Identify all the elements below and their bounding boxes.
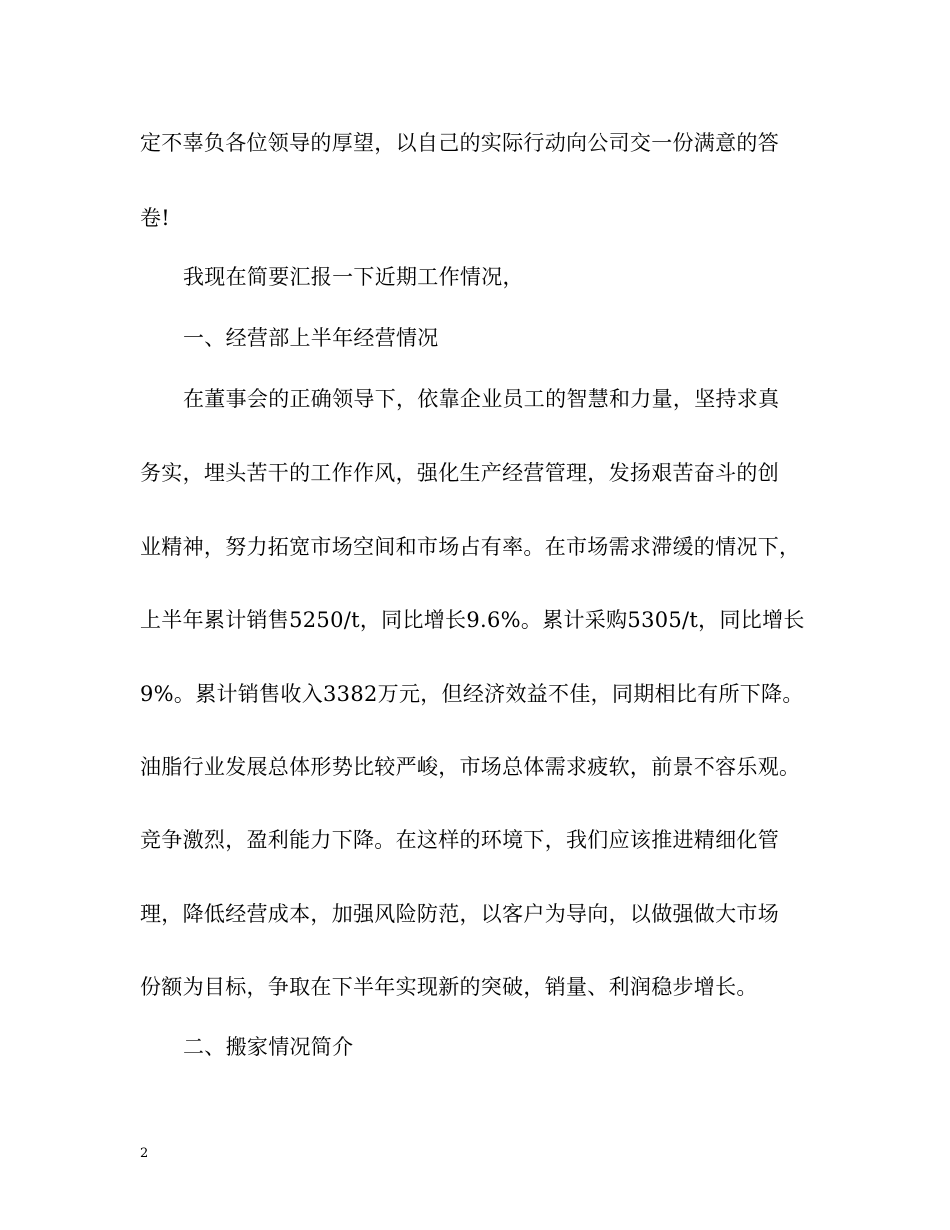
body-text-line: 油脂行业发展总体形势比较严峻，市场总体需求疲软，前景不容乐观。: [140, 755, 801, 779]
body-text-line: 在董事会的正确领导下，依靠企业员工的智慧和力量，坚持求真: [183, 387, 780, 411]
body-text-line: 我现在简要汇报一下近期工作情况，: [183, 265, 524, 289]
body-text-line: 定不辜负各位领导的厚望，以自己的实际行动向公司交一份满意的答: [140, 131, 779, 155]
body-text-line: 份额为目标，争取在下半年实现新的突破，销量、利润稳步增长。: [140, 975, 758, 999]
section-heading: 二、搬家情况简介: [183, 1035, 354, 1059]
section-heading: 一、经营部上半年经营情况: [183, 326, 439, 350]
body-text-line: 9%。累计销售收入3382万元，但经济效益不佳，同期相比有所下降。: [140, 682, 804, 706]
body-text-line: 务实，埋头苦干的工作作风，强化生产经营管理，发扬艰苦奋斗的创: [140, 461, 779, 485]
body-text-line: 卷!: [140, 206, 171, 230]
body-text-line: 上半年累计销售5250/t，同比增长9.6%。累计采购5305/t，同比增长: [140, 608, 805, 632]
body-text-line: 竞争激烈，盈利能力下降。在这样的环境下，我们应该推进精细化管: [140, 828, 779, 852]
page-number: 2: [140, 1146, 149, 1161]
body-text-line: 理，降低经营成本，加强风险防范，以客户为导向，以做强做大市场: [140, 902, 779, 926]
body-text-line: 业精神，努力拓宽市场空间和市场占有率。在市场需求滞缓的情况下，: [140, 535, 801, 559]
